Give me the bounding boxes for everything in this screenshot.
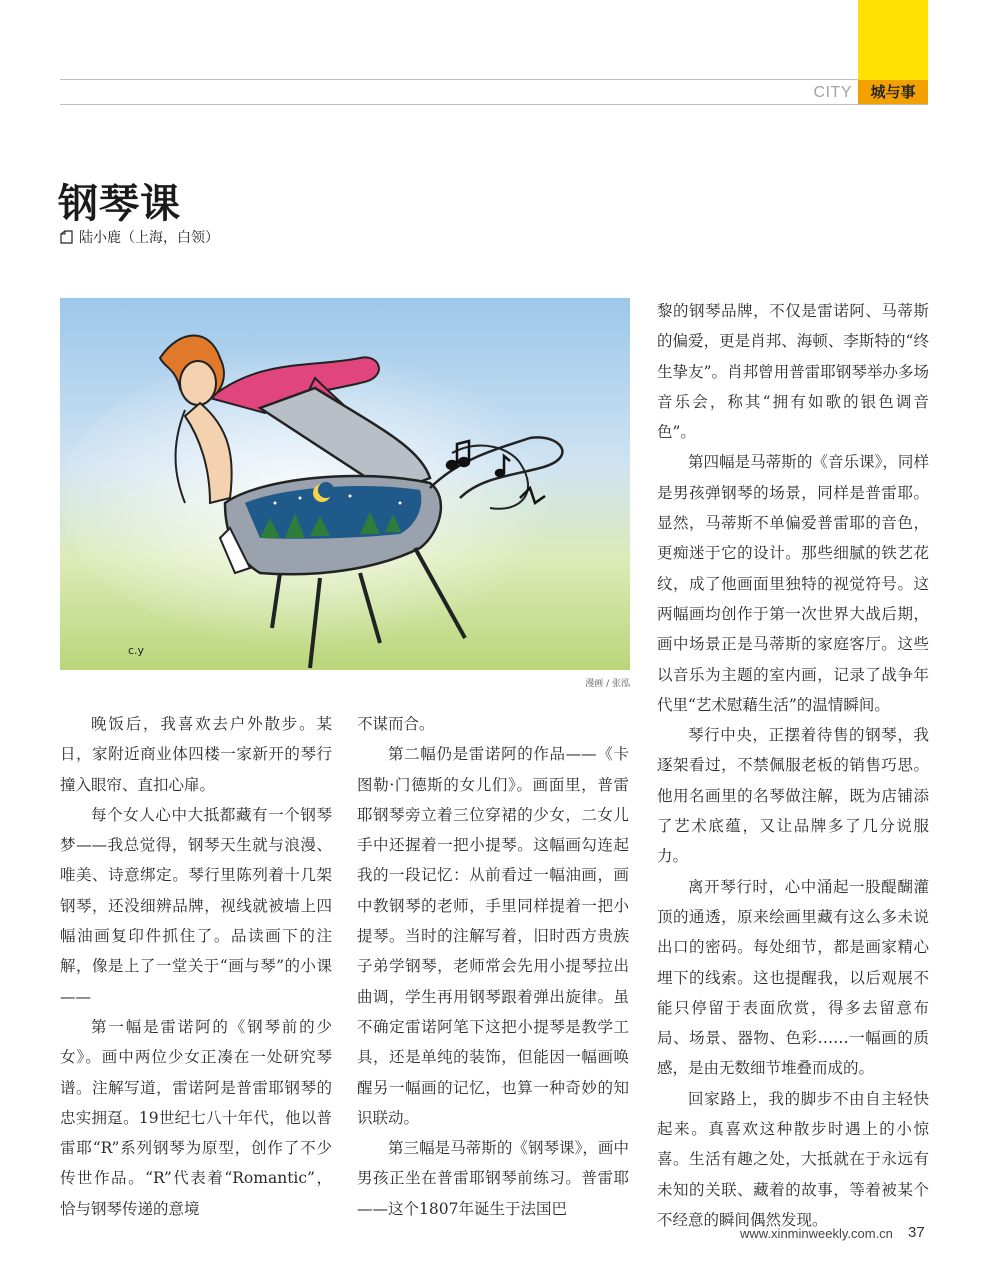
paragraph: 每个女人心中大抵都藏有一个钢琴梦——我总觉得，钢琴天生就与浪漫、唯美、诗意绑定。琴行里陈列着十几架钢琴，还没细辨品牌，视线就被墙上四幅油画复印件抓住了。品读画下的注解，像是上了一堂关于“画与琴”的小课—— — [60, 805, 332, 1006]
paragraph: 第一幅是雷诺阿的《钢琴前的少女》。画中两位少女正凑在一处研究琴谱。注解写道，雷诺阿是普雷耶钢琴的忠实拥趸。19世纪七八十年代，他以普雷耶“R”系列钢琴为原型，创作了不少传世作品。“R”代表着“Romantic”，恰与钢琴传递的意境 — [60, 1017, 332, 1218]
byline — [60, 227, 219, 247]
paragraph: 第三幅是马蒂斯的《钢琴课》，画中男孩正坐在普雷耶钢琴前练习。普雷耶——这个1807年诞生于法国巴 — [357, 1139, 629, 1218]
pen-icon — [60, 230, 73, 244]
section-label-en: CITY — [813, 84, 852, 101]
page-number: 37 — [908, 1224, 925, 1241]
paragraph: 回家路上，我的脚步不由自主轻快起来。真喜欢这种散步时遇上的小惊喜。生活有趣之处，大抵就在于永远有未知的关联、藏着的故事，等着被某个不经意的瞬间偶然发现。 — [657, 1089, 929, 1229]
header-yellow-tab — [858, 0, 928, 80]
paragraph: 离开琴行时，心中涌起一股醍醐灌顶的通透，原来绘画里藏有这么多未说出口的密码。每处细节，都是画家精心埋下的线索。这也提醒我，以后观展不能只停留于表面欣赏，得多去留意布局、场景、器物、色彩……一幅画的质感，是由无数细节堆叠而成的。 — [657, 877, 929, 1078]
header-rule-top — [60, 79, 858, 80]
footer-url: www.xinminweekly.com.cn — [740, 1226, 893, 1241]
section-label-zh: 城与事 — [858, 80, 928, 104]
illustration-piano-woman — [60, 298, 630, 670]
text-column-1 — [60, 709, 332, 1224]
illustration-credit: 漫画 / 张泓 — [585, 679, 630, 689]
article-title: 钢琴课 — [58, 181, 181, 227]
illustration-image — [60, 298, 630, 670]
paragraph: 黎的钢琴品牌，不仅是雷诺阿、马蒂斯的偏爱，更是肖邦、海顿、李斯特的“终生挚友”。肖邦曾用普雷耶钢琴举办多场音乐会，称其“拥有如歌的银色调音色”。 — [657, 302, 929, 442]
text-column-2 — [357, 709, 629, 1224]
paragraph: 晚饭后，我喜欢去户外散步。某日，家附近商业体四楼一家新开的琴行撞入眼帘、直扣心扉。 — [60, 715, 332, 794]
byline-text: 陆小鹿（上海，白领） — [79, 230, 219, 246]
paragraph: 第四幅是马蒂斯的《音乐课》，同样是男孩弹钢琴的场景，同样是普雷耶。显然，马蒂斯不单偏爱普雷耶的音色，更痴迷于它的设计。那些细腻的铁艺花纹，成了他画面里独特的视觉符号。这两幅画均创作于第一次世界大战后期，画中场景正是马蒂斯的家庭客厅。这些以音乐为主题的室内画，记录了战争年代里“艺术慰藉生活”的温情瞬间。 — [657, 453, 929, 714]
paragraph: 不谋而合。 — [357, 715, 435, 733]
header-rule-bottom — [60, 104, 928, 105]
paragraph: 琴行中央，正摆着待售的钢琴，我逐架看过，不禁佩服老板的销售巧思。他用名画里的名琴做注解，既为店铺添了艺术底蕴，又让品牌多了几分说服力。 — [657, 726, 929, 866]
paragraph: 第二幅仍是雷诺阿的作品——《卡图勒·门德斯的女儿们》。画面里，普雷耶钢琴旁立着三位穿裙的少女，二女儿手中还握着一把小提琴。这幅画勾连起我的一段记忆：从前看过一幅油画，画中教钢琴的老师，手里同样提着一把小提琴。当时的注解写着，旧时西方贵族子弟学钢琴，老师常会先用小提琴拉出曲调，学生再用钢琴跟着弹出旋律。虽不确定雷诺阿笔下这把小提琴是教学工具，还是单纯的装饰，但能因一幅画唤醒另一幅画的记忆，也算一种奇妙的知识联动。 — [357, 745, 629, 1127]
illustration-signature: c.y — [128, 644, 145, 657]
text-column-3 — [657, 296, 929, 1235]
